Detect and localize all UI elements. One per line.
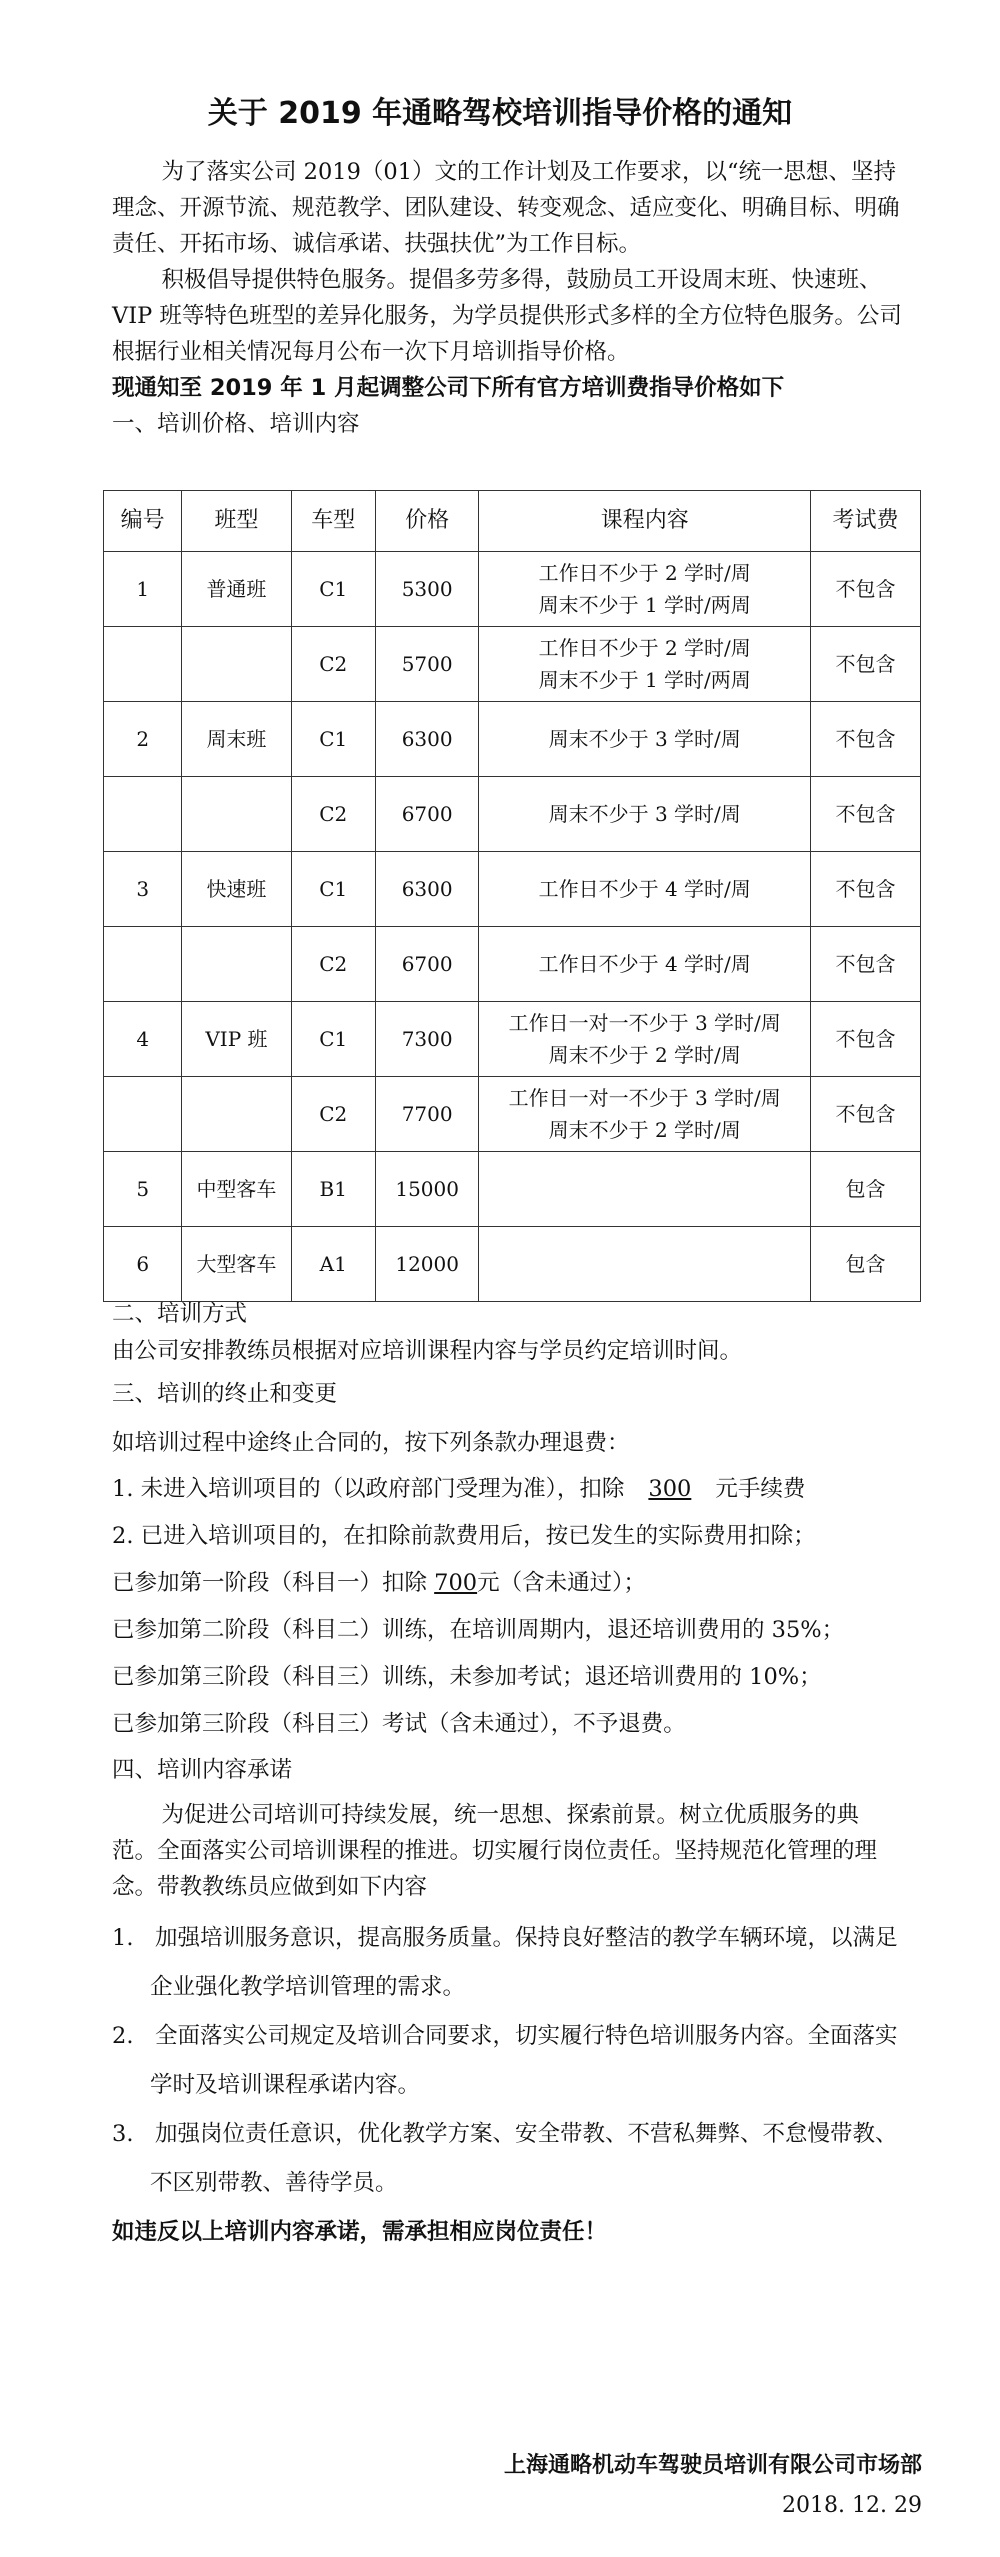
content-line: 工作日不少于 4 学时/周 (538, 877, 751, 901)
cell-class-type: 周末班 (182, 702, 291, 777)
warning-text: 如违反以上培训内容承诺，需承担相应岗位责任！ (112, 2219, 608, 2245)
cell-number: 6 (104, 1227, 182, 1302)
cell-number (104, 1077, 182, 1152)
cell-price: 7700 (375, 1077, 479, 1152)
cell-vehicle-type: A1 (291, 1227, 375, 1302)
cell-exam-fee: 不包含 (810, 702, 920, 777)
cell-class-type: VIP 班 (182, 1002, 291, 1077)
cell-exam-fee: 不包含 (810, 1077, 920, 1152)
cell-class-type: 快速班 (182, 852, 291, 927)
cell-number: 3 (104, 852, 182, 927)
stage-2-refund: 已参加第二阶段（科目二）训练，在培训周期内，退还培训费用的 35%； (112, 1617, 845, 1643)
cell-class-type (182, 627, 291, 702)
cell-vehicle-type: C2 (291, 927, 375, 1002)
cell-course-content (479, 852, 811, 927)
content-line: 周末不少于 2 学时/周 (548, 1118, 741, 1142)
content-line: 工作日一对一不少于 3 学时/周 (508, 1011, 781, 1035)
cell-vehicle-type: C2 (291, 1077, 375, 1152)
promise-number: 2. (112, 2023, 134, 2049)
cell-class-type: 中型客车 (182, 1152, 291, 1227)
stage1-text: 已参加第一阶段（科目一）扣除 (112, 1570, 435, 1596)
content-line: 周末不少于 1 学时/两周 (538, 668, 751, 692)
cell-vehicle-type: B1 (291, 1152, 375, 1227)
cell-course-content (479, 927, 811, 1002)
intro-paragraph-2: 积极倡导提供特色服务。提倡多劳多得，鼓励员工开设周末班、快速班、VIP 班等特色班型的差异化服务，为学员提供形式多样的全方位特色服务。公司根据行业相关情况每月公布一次下月培训指导价格。 (112, 267, 902, 365)
document-title: 关于 2019 年通略驾校培训指导价格的通知 (207, 96, 793, 131)
cell-price: 15000 (375, 1152, 479, 1227)
notice-line: 现通知至 2019 年 1 月起调整公司下所有官方培训费指导价格如下 (112, 375, 785, 401)
cell-vehicle-type: C1 (291, 702, 375, 777)
table-row (104, 627, 921, 702)
cell-number (104, 927, 182, 1002)
promise-item-3 (112, 2116, 897, 2152)
issue-date: 2018. 12. 29 (782, 2493, 922, 2518)
cell-exam-fee: 不包含 (810, 552, 920, 627)
cell-vehicle-type: C2 (291, 777, 375, 852)
table-row (104, 1152, 921, 1227)
header-price: 价格 (375, 491, 479, 552)
promise-item-1-cont: 企业强化教学培训管理的需求。 (150, 1974, 466, 2000)
cell-course-content (479, 1227, 811, 1302)
content-line: 工作日不少于 2 学时/周 (538, 561, 751, 585)
cell-price: 6700 (375, 777, 479, 852)
stage-4-refund: 已参加第三阶段（科目三）考试（含未通过），不予退费。 (112, 1711, 686, 1737)
cell-course-content (479, 702, 811, 777)
cell-number: 1 (104, 552, 182, 627)
cell-exam-fee: 包含 (810, 1227, 920, 1302)
promise-item-3-cont: 不区别带教、善待学员。 (150, 2170, 398, 2196)
cell-exam-fee: 不包含 (810, 627, 920, 702)
table-header-row (104, 491, 921, 552)
section-heading-1: 一、培训价格、培训内容 (112, 411, 360, 437)
promise-item-2-cont: 学时及培训课程承诺内容。 (150, 2072, 421, 2098)
header-exam-fee: 考试费 (810, 491, 920, 552)
section2-text: 由公司安排教练员根据对应培训课程内容与学员约定培训时间。 (112, 1338, 743, 1364)
section-heading-3: 三、培训的终止和变更 (112, 1381, 338, 1407)
promise-item-2 (112, 2018, 897, 2054)
section4-intro: 为促进公司培训可持续发展，统一思想、探索前景。树立优质服务的典范。全面落实公司培训课程的推进。切实履行岗位责任。坚持规范化管理的理念。带教教练员应做到如下内容 (112, 1802, 878, 1900)
refund-clause-1 (112, 1471, 805, 1507)
cell-price: 6300 (375, 852, 479, 927)
stage-1-refund (112, 1565, 646, 1601)
table-row (104, 1002, 921, 1077)
section3-intro: 如培训过程中途终止合同的，按下列条款办理退费： (112, 1430, 630, 1456)
cell-exam-fee: 包含 (810, 1152, 920, 1227)
cell-class-type (182, 1077, 291, 1152)
section-heading-2: 二、培训方式 (112, 1301, 248, 1327)
cell-class-type (182, 927, 291, 1002)
table-row (104, 1227, 921, 1302)
cell-exam-fee: 不包含 (810, 777, 920, 852)
stage1-amount: 700 (434, 1570, 478, 1596)
header-number: 编号 (104, 491, 182, 552)
intro-paragraph-1: 为了落实公司 2019（01）文的工作计划及工作要求，以“统一思想、坚持理念、开源节流、规范教学、团队建设、转变观念、适应变化、明确目标、明确责任、开拓市场、诚信承诺、扶强扶优”为工作目标。 (112, 159, 900, 257)
cell-course-content (479, 1002, 811, 1077)
cell-class-type: 普通班 (182, 552, 291, 627)
cell-price: 7300 (375, 1002, 479, 1077)
content-line: 周末不少于 3 学时/周 (548, 727, 741, 751)
cell-number (104, 777, 182, 852)
content-line: 工作日不少于 2 学时/周 (538, 636, 751, 660)
cell-vehicle-type: C2 (291, 627, 375, 702)
table-row (104, 852, 921, 927)
cell-vehicle-type: C1 (291, 1002, 375, 1077)
cell-course-content (479, 1152, 811, 1227)
signature: 上海通略机动车驾驶员培训有限公司市场部 (503, 2453, 922, 2478)
section-heading-4: 四、培训内容承诺 (112, 1757, 293, 1783)
table-row (104, 777, 921, 852)
refund1-amount: 300 (648, 1476, 692, 1502)
promise-item-1 (112, 1920, 897, 1956)
cell-number: 2 (104, 702, 182, 777)
cell-class-type: 大型客车 (182, 1227, 291, 1302)
cell-price: 12000 (375, 1227, 479, 1302)
content-line: 周末不少于 1 学时/两周 (538, 593, 751, 617)
content-line: 周末不少于 3 学时/周 (548, 802, 741, 826)
cell-class-type (182, 777, 291, 852)
table-row (104, 927, 921, 1002)
table-row (104, 552, 921, 627)
cell-vehicle-type: C1 (291, 852, 375, 927)
cell-course-content (479, 552, 811, 627)
stage1-suffix: 元（含未通过）； (477, 1570, 646, 1596)
table-row (104, 1077, 921, 1152)
content-line: 周末不少于 2 学时/周 (548, 1043, 741, 1067)
promise-number: 1. (112, 1925, 134, 1951)
cell-exam-fee: 不包含 (810, 852, 920, 927)
cell-price: 6300 (375, 702, 479, 777)
header-vehicle-type: 车型 (291, 491, 375, 552)
cell-course-content (479, 1077, 811, 1152)
cell-exam-fee: 不包含 (810, 927, 920, 1002)
cell-number: 4 (104, 1002, 182, 1077)
promise-text: 加强培训服务意识，提高服务质量。保持良好整洁的教学车辆环境，以满足 (154, 1925, 898, 1951)
price-table (103, 490, 921, 1302)
header-class-type: 班型 (182, 491, 291, 552)
cell-course-content (479, 627, 811, 702)
refund-clause-2: 2. 已进入培训项目的，在扣除前款费用后，按已发生的实际费用扣除； (112, 1523, 816, 1549)
promise-text: 全面落实公司规定及培训合同要求，切实履行特色培训服务内容。全面落实 (154, 2023, 898, 2049)
refund1-text: 1. 未进入培训项目的（以政府部门受理为准），扣除 (112, 1476, 625, 1502)
cell-exam-fee: 不包含 (810, 1002, 920, 1077)
table-row (104, 702, 921, 777)
cell-price: 6700 (375, 927, 479, 1002)
content-line: 工作日不少于 4 学时/周 (538, 952, 751, 976)
promise-number: 3. (112, 2121, 134, 2147)
content-line: 工作日一对一不少于 3 学时/周 (508, 1086, 781, 1110)
header-course-content: 课程内容 (479, 491, 811, 552)
stage-3-refund: 已参加第三阶段（科目三）训练，未参加考试；退还培训费用的 10%； (112, 1664, 822, 1690)
cell-price: 5300 (375, 552, 479, 627)
cell-number (104, 627, 182, 702)
cell-price: 5700 (375, 627, 479, 702)
cell-course-content (479, 777, 811, 852)
refund1-suffix: 元手续费 (715, 1476, 806, 1502)
promise-text: 加强岗位责任意识，优化教学方案、安全带教、不营私舞弊、不怠慢带教、 (154, 2121, 898, 2147)
cell-number: 5 (104, 1152, 182, 1227)
cell-vehicle-type: C1 (291, 552, 375, 627)
